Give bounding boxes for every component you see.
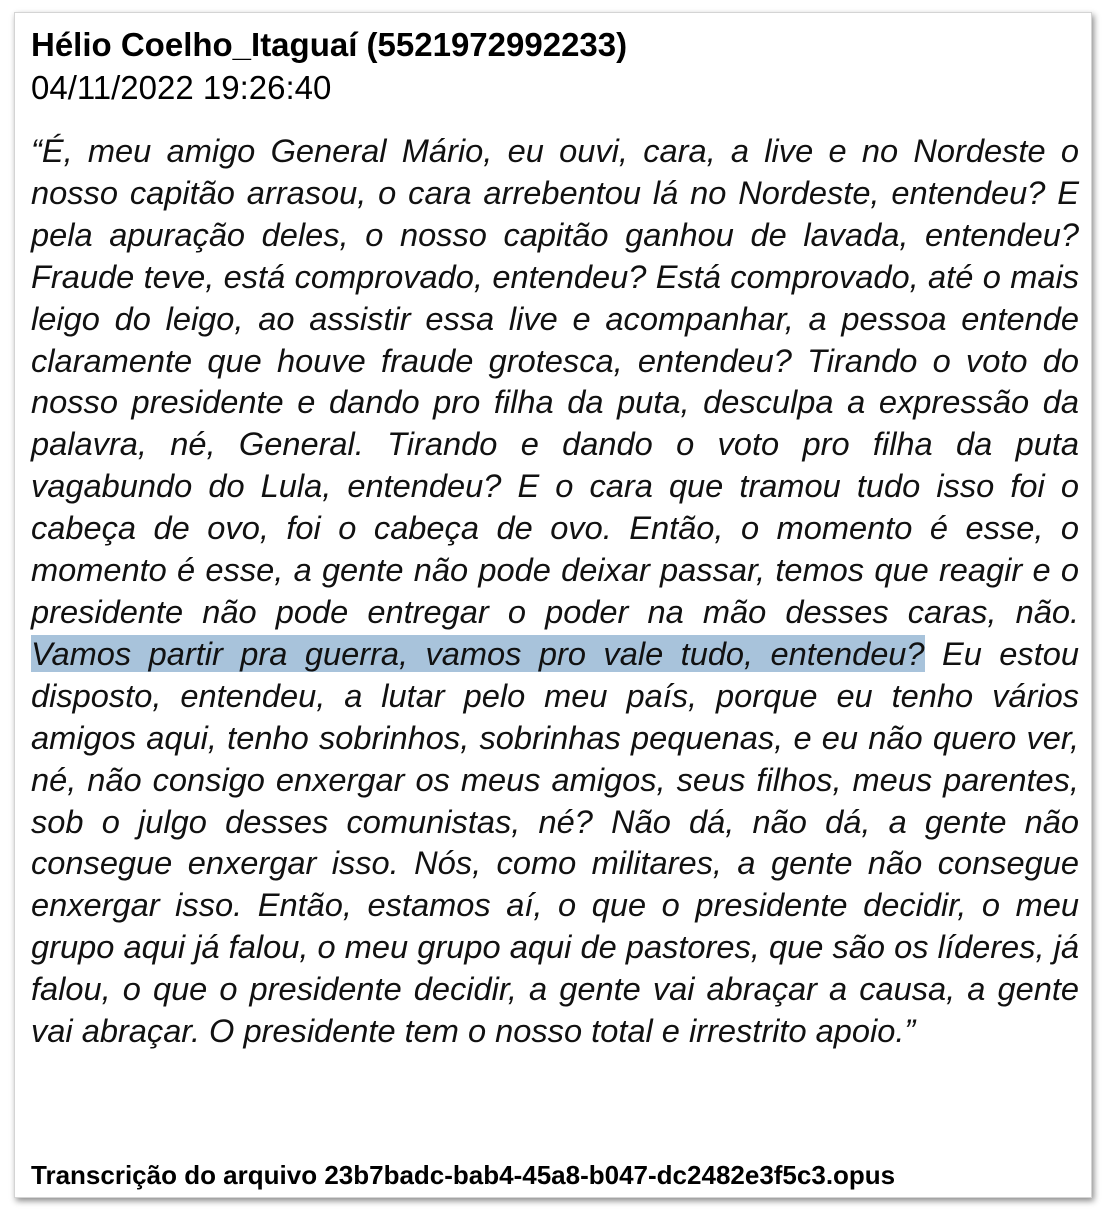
highlighted-passage: Vamos partir pra guerra, vamos pro vale tudo, entendeu? [31, 634, 925, 672]
transcript-text [31, 130, 1079, 1052]
message-card [14, 12, 1092, 1198]
transcript-source-caption: Transcrição do arquivo 23b7badc-bab4-45a8-b047-dc2482e3f5c3.opus [31, 1160, 896, 1190]
sender-name: Hélio Coelho_Itaguaí (5521972992233) [31, 26, 628, 63]
message-timestamp: 04/11/2022 19:26:40 [31, 69, 332, 106]
transcript-text-part: “É, meu amigo General Mário, eu ouvi, cara, a live e no Nordeste o nosso capitão arrasou, o cara arrebentou lá no Nordeste, entendeu? E pela apuração deles, o nosso capitão ganhou de lavada, entendeu? Fraude teve, está comprovado, entendeu? Está comprovado, até o mais leigo do leigo, ao assistir essa live e acompanhar, a pessoa entende claramente que houve fraude grotesca, entendeu? Tirando o voto do nosso presidente e dando pro filha da puta, desculpa a expressão da palavra, né, General. Tirando e dando o voto pro filha da puta vagabundo do Lula, entendeu? E o cara que tramou tudo isso foi o cabeça de ovo, foi o cabeça de ovo. Então, o momento é esse, o momento é esse, a gente não pode deixar passar, temos que reagir e o presidente não pode entregar o poder na mão desses caras, não. [31, 132, 1079, 630]
transcript-text-part: Eu estou disposto, entendeu, a lutar pelo meu país, porque eu tenho vários amigos aqui, tenho sobrinhos, sobrinhas pequenas, e eu não quero ver, né, não consigo enxergar os meus amigos, seus filhos, meus parentes, sob o julgo desses comunistas, né? Não dá, não dá, a gente não consegue enxergar isso. Nós, como militares, a gente não consegue enxergar isso. Então, estamos aí, o que o presidente decidir, o meu grupo aqui já falou, o meu grupo aqui de pastores, que são os líderes, já falou, o que o presidente decidir, a gente vai abraçar a causa, a gente vai abraçar. O presidente tem o nosso total e irrestrito apoio.” [31, 634, 1079, 1050]
